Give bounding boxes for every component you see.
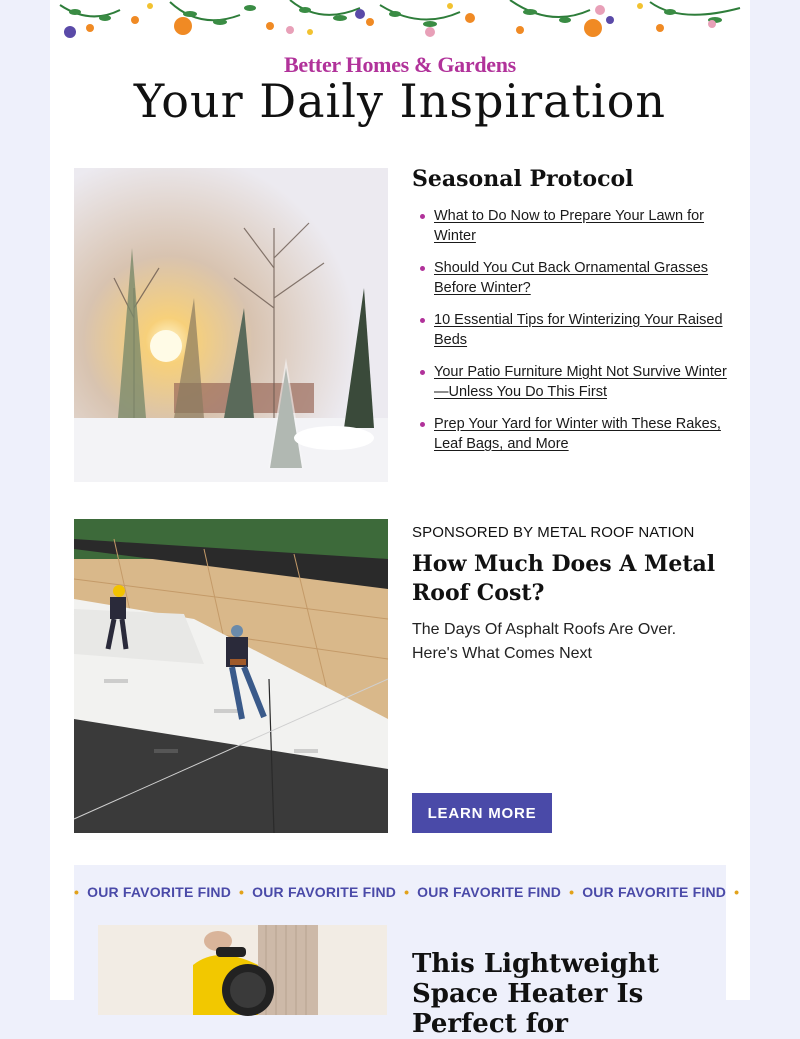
section-title-seasonal: Seasonal Protocol bbox=[412, 166, 634, 192]
ticker-dot: • bbox=[74, 884, 80, 900]
article-link[interactable]: Your Patio Furniture Might Not Survive Winter—Unless You Do This First bbox=[434, 364, 727, 400]
list-item bbox=[412, 206, 732, 246]
ticker-dot: • bbox=[239, 884, 245, 900]
favorite-find-panel bbox=[74, 865, 740, 1039]
space-heater-photo[interactable] bbox=[98, 925, 387, 1015]
ticker-label: OUR FAVORITE FIND bbox=[252, 884, 397, 900]
list-item bbox=[412, 362, 732, 402]
article-link[interactable]: 10 Essential Tips for Winterizing Your Raised Beds bbox=[434, 312, 723, 348]
winter-yard-photo[interactable] bbox=[74, 168, 388, 482]
favorite-find-ticker bbox=[66, 884, 747, 900]
list-item bbox=[412, 310, 732, 350]
ticker-label: OUR FAVORITE FIND bbox=[582, 884, 727, 900]
list-item bbox=[412, 414, 732, 454]
brand-logo[interactable]: Better Homes & Gardens bbox=[284, 52, 516, 77]
page-title: Your Daily Inspiration bbox=[133, 74, 667, 128]
floral-banner bbox=[50, 0, 750, 44]
ticker-dot: • bbox=[404, 884, 410, 900]
ticker-label: OUR FAVORITE FIND bbox=[87, 884, 232, 900]
article-link[interactable]: What to Do Now to Prepare Your Lawn for Winter bbox=[434, 208, 705, 244]
article-link[interactable]: Should You Cut Back Ornamental Grasses Before Winter? bbox=[434, 260, 709, 296]
sponsor-label: SPONSORED BY METAL ROOF NATION bbox=[412, 524, 695, 541]
sponsored-headline[interactable]: How Much Does A Metal Roof Cost? bbox=[412, 551, 716, 606]
list-item bbox=[412, 258, 732, 298]
ticker-label: OUR FAVORITE FIND bbox=[417, 884, 562, 900]
sponsored-dek: The Days Of Asphalt Roofs Are Over. Here's What Comes Next bbox=[412, 621, 677, 662]
favorite-find-headline[interactable]: This Lightweight Space Heater Is Perfect for bbox=[412, 949, 659, 1039]
metal-roof-photo[interactable] bbox=[74, 519, 388, 833]
email-page bbox=[50, 0, 750, 1039]
ticker-dot: • bbox=[569, 884, 575, 900]
article-link[interactable]: Prep Your Yard for Winter with These Rakes, Leaf Bags, and More bbox=[434, 416, 721, 452]
ticker-dot: • bbox=[734, 884, 740, 900]
learn-more-button[interactable]: LEARN MORE bbox=[412, 793, 552, 833]
seasonal-link-list bbox=[412, 206, 732, 466]
